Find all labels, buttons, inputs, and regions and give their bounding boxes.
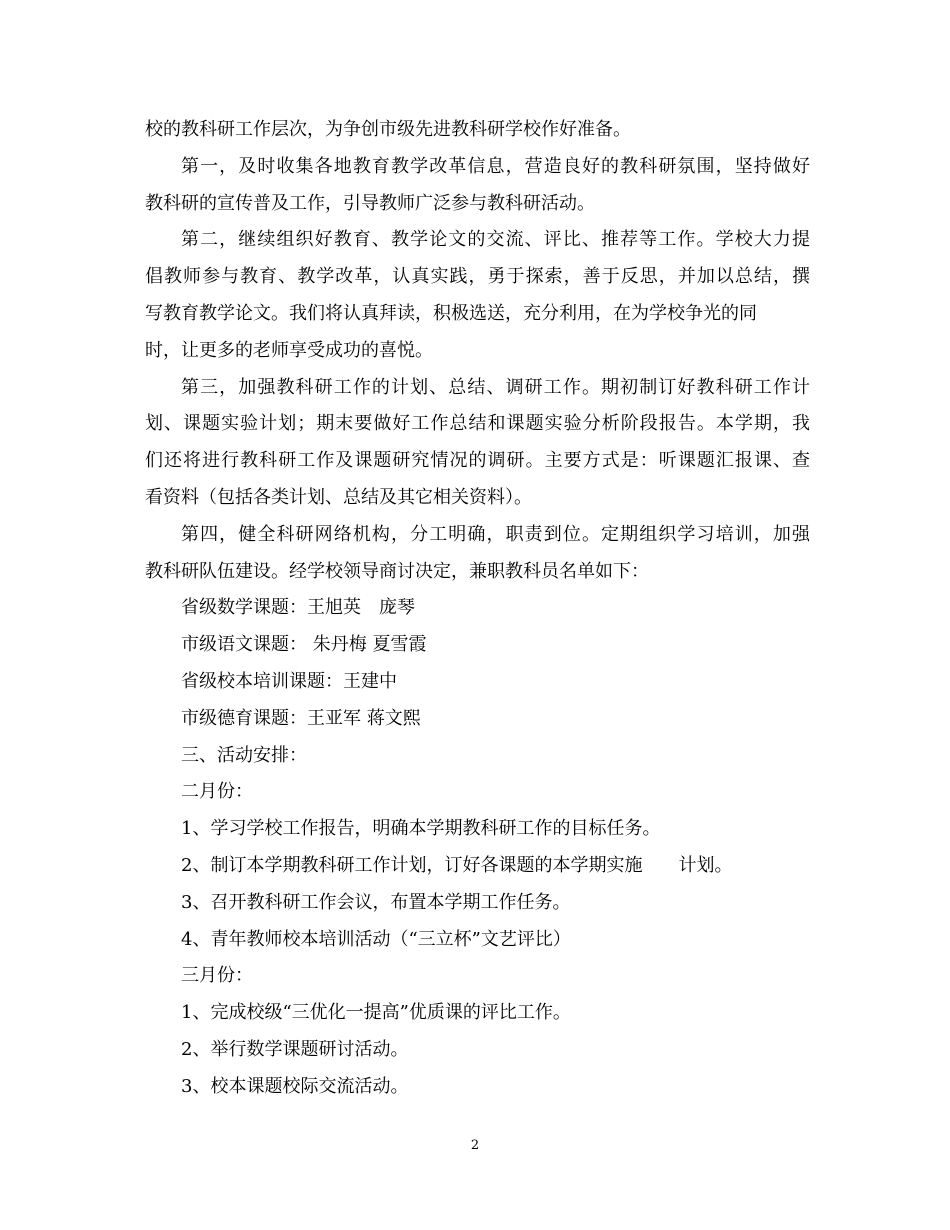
text-line: 第三，加强教科研工作的计划、总结、调研工作。期初制订好教科研工作计 — [181, 376, 810, 398]
text-line: 第二，继续组织好教育、教学论文的交流、评比、推荐等工作。学校大力提 — [181, 229, 810, 251]
text-line: 三月份： — [181, 965, 253, 987]
text-line: 划、课题实验计划；期末要做好工作总结和课题实验分析阶段报告。本学期，我 — [145, 413, 810, 435]
text-line: 教科研队伍建设。经学校领导商讨决定，兼职教科员名单如下： — [145, 560, 649, 582]
text-line: 市级语文课题： 朱丹梅 夏雪霞 — [181, 634, 427, 656]
text-line: 们还将进行教科研工作及课题研究情况的调研。主要方式是：听课题汇报课、查 — [145, 450, 810, 472]
text-line: 2、举行数学课题研讨活动。 — [181, 1038, 409, 1060]
text-line: 1、学习学校工作报告，明确本学期教科研工作的目标任务。 — [181, 818, 661, 840]
text-line: 校的教科研工作层次，为争创市级先进教科研学校作好准备。 — [145, 119, 631, 140]
text-line: 第一，及时收集各地教育教学改革信息，营造良好的教科研氛围，坚持做好 — [181, 155, 810, 177]
text-line: 写教育教学论文。我们将认真拜读，积极选送，充分利用，在为学校争光的同 — [145, 302, 757, 324]
text-line: 看资料（包括各类计划、总结及其它相关资料）。 — [145, 486, 532, 508]
text-line: 3、召开教科研工作会议，布置本学期工作任务。 — [181, 891, 571, 913]
text-line: 市级德育课题：王亚军 蒋文熙 — [181, 707, 421, 729]
text-line: 二月份： — [181, 781, 253, 803]
text-line: 4、青年教师校本培训活动（“三立杯”文艺评比） — [181, 928, 571, 950]
text-line: 倡教师参与教育、教学改革，认真实践，勇于探索，善于反思，并加以总结，撰 — [145, 266, 810, 288]
text-line: 教科研的宣传普及工作，引导教师广泛参与教科研活动。 — [145, 192, 595, 214]
text-line: 2、制订本学期教科研工作计划，订好各课题的本学期实施 计划。 — [181, 854, 733, 876]
text-line: 省级校本培训课题：王建中 — [181, 670, 397, 692]
text-line: 1、完成校级“三优化一提高”优质课的评比工作。 — [181, 1002, 571, 1024]
text-line: 3、校本课题校际交流活动。 — [181, 1075, 409, 1097]
document-body — [145, 112, 810, 1106]
text-line: 三、活动安排： — [181, 744, 307, 766]
text-line: 省级数学课题：王旭英 庞琴 — [181, 597, 415, 619]
text-line: 时，让更多的老师享受成功的喜悦。 — [145, 339, 433, 361]
text-line: 第四，健全科研网络机构，分工明确，职责到位。定期组织学习培训，加强 — [181, 523, 810, 545]
page-number: 2 — [470, 1138, 480, 1153]
